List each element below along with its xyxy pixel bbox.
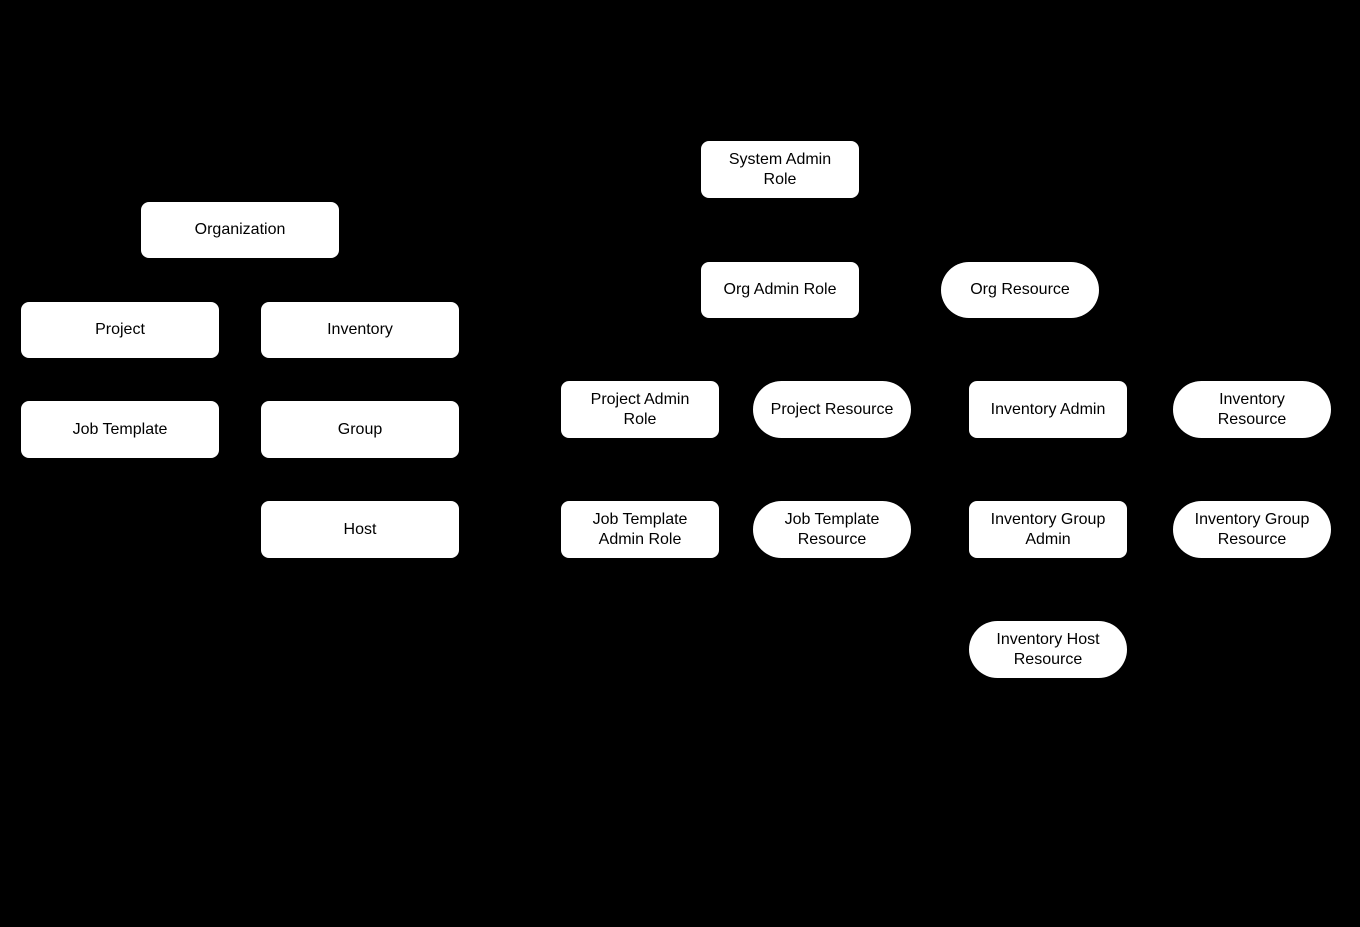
node-inventory bbox=[261, 302, 459, 358]
node-label bbox=[591, 390, 690, 430]
node-inventory-admin bbox=[969, 381, 1127, 438]
node-label bbox=[729, 150, 831, 190]
node-label-line: Inventory Group bbox=[1194, 510, 1310, 528]
node-label bbox=[785, 510, 880, 550]
node-label bbox=[991, 400, 1106, 420]
node-label-line: Inventory Group bbox=[990, 510, 1106, 528]
node-system-admin-role bbox=[701, 141, 859, 198]
node-label-line: Inventory Host bbox=[996, 630, 1100, 648]
node-job-template-resource bbox=[753, 501, 911, 558]
node-inventory-host-resource bbox=[969, 621, 1127, 678]
node-label bbox=[73, 420, 168, 440]
node-label-line: Project Resource bbox=[770, 400, 894, 418]
node-organization bbox=[141, 202, 339, 258]
node-project-resource bbox=[753, 381, 911, 438]
node-label-line: Org Resource bbox=[970, 281, 1070, 298]
node-inventory-group-resource bbox=[1173, 501, 1331, 558]
node-label-line: Organization bbox=[194, 221, 286, 238]
node-host bbox=[261, 501, 459, 558]
node-org-admin-role bbox=[701, 262, 859, 318]
node-label-line: Admin Role bbox=[598, 530, 682, 548]
node-label-line: Project Admin bbox=[590, 390, 690, 408]
node-label bbox=[1195, 510, 1310, 550]
node-label-line: Resource bbox=[1013, 650, 1083, 668]
node-label-line: Inventory Admin bbox=[990, 400, 1106, 418]
node-label-line: Resource bbox=[1217, 530, 1287, 548]
node-label bbox=[1218, 390, 1286, 430]
node-job-template bbox=[21, 401, 219, 458]
node-label bbox=[991, 510, 1106, 550]
node-job-template-admin-role bbox=[561, 501, 719, 558]
node-label bbox=[344, 520, 377, 540]
node-label-line: Admin bbox=[1025, 530, 1071, 548]
node-label-line: Resource bbox=[1217, 410, 1287, 428]
node-label-line: Role bbox=[623, 410, 657, 428]
node-label-line: Inventory bbox=[327, 321, 393, 338]
node-inventory-resource bbox=[1173, 381, 1331, 438]
node-label bbox=[338, 420, 382, 440]
node-label bbox=[195, 220, 286, 240]
node-label-line: Org Admin Role bbox=[723, 281, 837, 298]
node-label bbox=[724, 280, 837, 300]
node-org-resource bbox=[941, 262, 1099, 318]
node-label-line: Job Template bbox=[592, 510, 688, 528]
node-label-line: Project bbox=[95, 321, 145, 338]
node-label-line: Group bbox=[337, 420, 383, 438]
node-label bbox=[327, 320, 393, 340]
node-label-line: Inventory bbox=[1219, 390, 1285, 408]
node-label bbox=[593, 510, 688, 550]
node-label bbox=[970, 280, 1070, 300]
node-label-line: System Admin bbox=[728, 150, 832, 168]
node-label-line: Role bbox=[763, 170, 797, 188]
node-label bbox=[996, 630, 1099, 670]
node-project-admin-role bbox=[561, 381, 719, 438]
node-label bbox=[95, 320, 145, 340]
node-label-line: Resource bbox=[797, 530, 867, 548]
node-group bbox=[261, 401, 459, 458]
node-project bbox=[21, 302, 219, 358]
node-label-line: Job Template bbox=[72, 420, 168, 438]
node-label bbox=[771, 400, 894, 420]
node-label-line: Job Template bbox=[784, 510, 880, 528]
node-inventory-group-admin bbox=[969, 501, 1127, 558]
node-label-line: Host bbox=[343, 520, 377, 538]
